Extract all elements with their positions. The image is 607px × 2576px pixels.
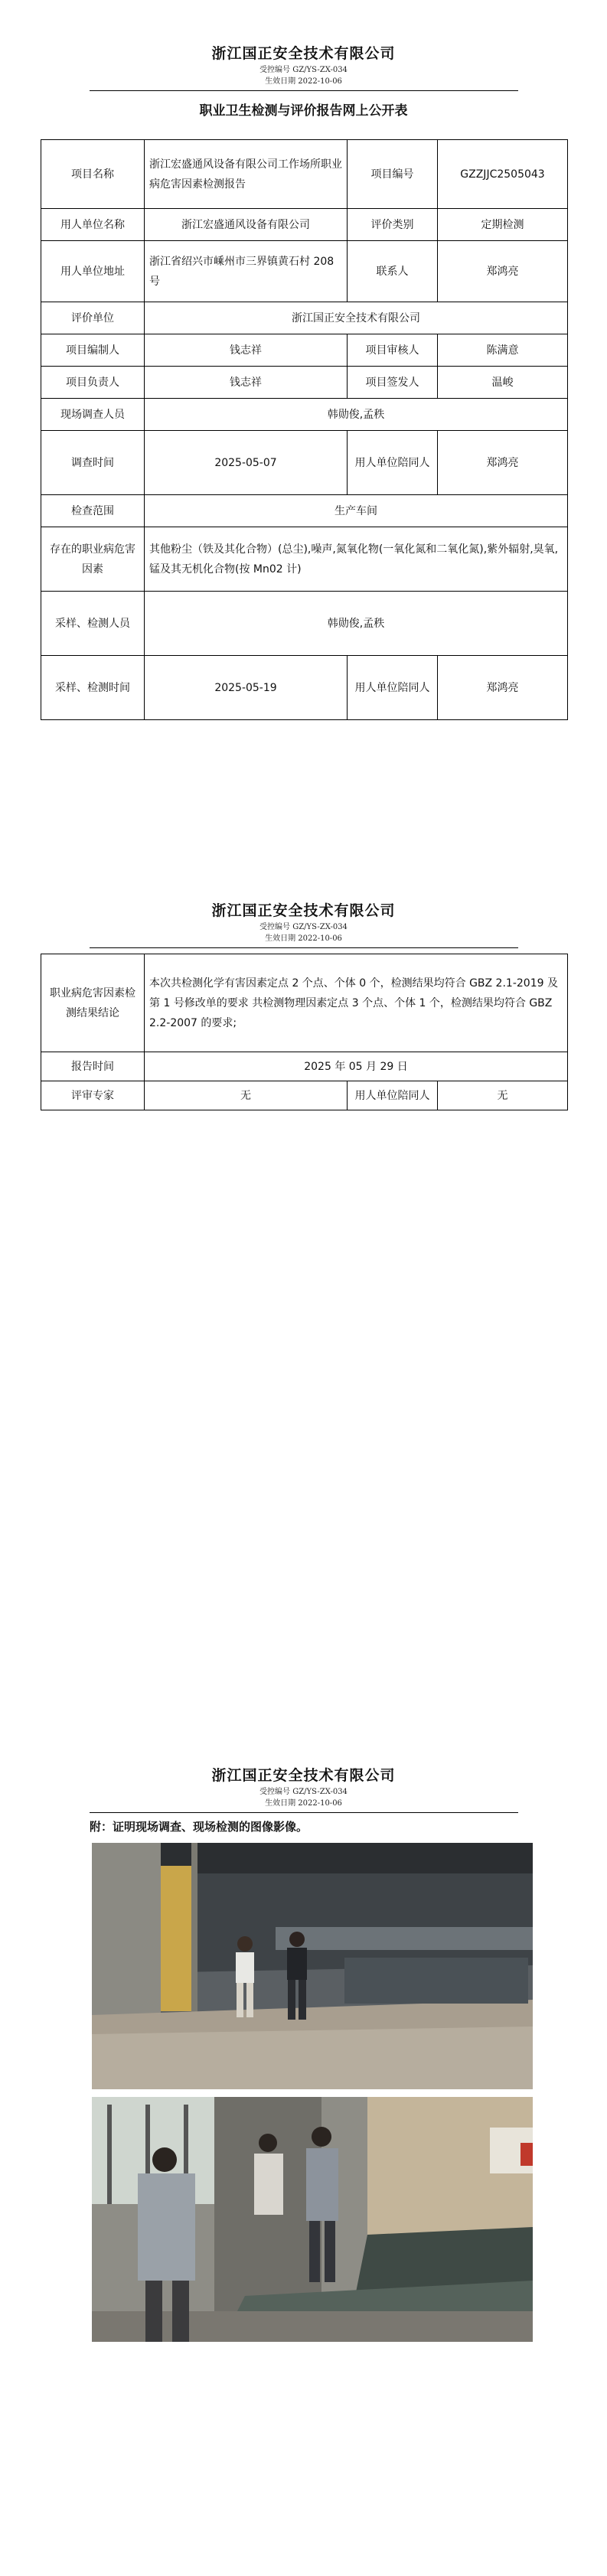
eval-type-value: 定期检测: [438, 209, 568, 241]
header-rule: [90, 1812, 518, 1813]
table-row: [41, 1081, 568, 1110]
effective-date: 生效日期 2022-10-06: [265, 934, 342, 943]
escort2-value: 郑鸿亮: [438, 656, 568, 720]
header-rule: [90, 947, 518, 948]
samplers-label: 采样、检测人员: [41, 592, 145, 656]
scope-label: 检查范围: [41, 495, 145, 527]
eval-unit-value: 浙江国正安全技术有限公司: [145, 302, 568, 334]
effective-date: 生效日期 2022-10-06: [265, 1799, 342, 1808]
results-table: [41, 954, 568, 1110]
leader-label: 项目负责人: [41, 367, 145, 399]
attachment-note: 附：证明现场调查、现场检测的图像影像。: [90, 1820, 308, 1834]
table-row: [41, 954, 568, 1052]
escort2-label: 用人单位陪同人: [348, 656, 438, 720]
table-row: [41, 1052, 568, 1081]
issuer-value: 温峻: [438, 367, 568, 399]
company-name: 浙江国正安全技术有限公司: [211, 1767, 396, 1784]
compiler-label: 项目编制人: [41, 334, 145, 367]
result-label: 职业病危害因素检测结果结论: [41, 954, 145, 1052]
table-row: [41, 592, 568, 656]
project-name-label: 项目名称: [41, 140, 145, 209]
survey-time-label: 调查时间: [41, 431, 145, 495]
control-number: 受控编号 GZ/YS-ZX-034: [259, 923, 348, 931]
company-name: 浙江国正安全技术有限公司: [211, 902, 396, 919]
investigators-label: 现场调查人员: [41, 399, 145, 431]
report-time-value: 2025 年 05 月 29 日: [145, 1052, 568, 1081]
project-no-value: GZZJJC2505043: [438, 140, 568, 209]
sampling-time-value: 2025-05-19: [145, 656, 348, 720]
table-row: [41, 656, 568, 720]
table-row: [41, 367, 568, 399]
eval-type-label: 评价类别: [348, 209, 438, 241]
hazards-label: 存在的职业病危害因素: [41, 527, 145, 592]
contact-label: 联系人: [348, 241, 438, 302]
site-survey-photo: [92, 1843, 533, 2089]
escort-value: 郑鸿亮: [438, 431, 568, 495]
investigators-value: 韩勋俊,孟秩: [145, 399, 568, 431]
site-testing-photo-image: [92, 2097, 533, 2342]
table-row: [41, 399, 568, 431]
project-name-value: 浙江宏盛通风设备有限公司工作场所职业病危害因素检测报告: [145, 140, 348, 209]
escort-value: 无: [438, 1081, 568, 1110]
table-row: [41, 527, 568, 592]
effective-date: 生效日期 2022-10-06: [265, 77, 342, 86]
result-value: 本次共检测化学有害因素定点 2 个点、个体 0 个，检测结果均符合 GBZ 2.1-2019 及第 1 号修改单的要求 共检测物理因素定点 3 个点、个体 1 个，检测结果均符合 GBZ 2.2-2007 的要求;: [145, 954, 568, 1052]
document-title: 职业卫生检测与评价报告网上公开表: [199, 103, 408, 119]
reviewer-label: 项目审核人: [348, 334, 438, 367]
compiler-value: 钱志祥: [145, 334, 348, 367]
table-row: [41, 302, 568, 334]
header-rule: [90, 90, 518, 91]
expert-value: 无: [145, 1081, 348, 1110]
table-row: [41, 209, 568, 241]
reviewer-value: 陈满意: [438, 334, 568, 367]
table-row: [41, 431, 568, 495]
employer-label: 用人单位名称: [41, 209, 145, 241]
table-row: [41, 495, 568, 527]
table-row: [41, 334, 568, 367]
eval-unit-label: 评价单位: [41, 302, 145, 334]
issuer-label: 项目签发人: [348, 367, 438, 399]
employer-value: 浙江宏盛通风设备有限公司: [145, 209, 348, 241]
address-value: 浙江省绍兴市嵊州市三界镇黄石村 208 号: [145, 241, 348, 302]
table-row: [41, 140, 568, 209]
site-testing-photo: [92, 2097, 533, 2342]
control-number: 受控编号 GZ/YS-ZX-034: [259, 66, 348, 74]
disclosure-table: [41, 139, 568, 720]
address-label: 用人单位地址: [41, 241, 145, 302]
samplers-value: 韩勋俊,孟秩: [145, 592, 568, 656]
contact-value: 郑鸿亮: [438, 241, 568, 302]
table-row: [41, 241, 568, 302]
escort-label: 用人单位陪同人: [348, 431, 438, 495]
leader-value: 钱志祥: [145, 367, 348, 399]
expert-label: 评审专家: [41, 1081, 145, 1110]
project-no-label: 项目编号: [348, 140, 438, 209]
report-time-label: 报告时间: [41, 1052, 145, 1081]
site-survey-photo-image: [92, 1843, 533, 2089]
hazards-value: 其他粉尘（铁及其化合物）(总尘),噪声,氮氧化物(一氧化氮和二氧化氮),紫外辐射,臭氧,锰及其无机化合物(按 Mn02 计): [145, 527, 568, 592]
sampling-time-label: 采样、检测时间: [41, 656, 145, 720]
control-number: 受控编号 GZ/YS-ZX-034: [259, 1788, 348, 1796]
survey-time-value: 2025-05-07: [145, 431, 348, 495]
scope-value: 生产车间: [145, 495, 568, 527]
escort-label: 用人单位陪同人: [348, 1081, 438, 1110]
company-name: 浙江国正安全技术有限公司: [211, 45, 396, 62]
